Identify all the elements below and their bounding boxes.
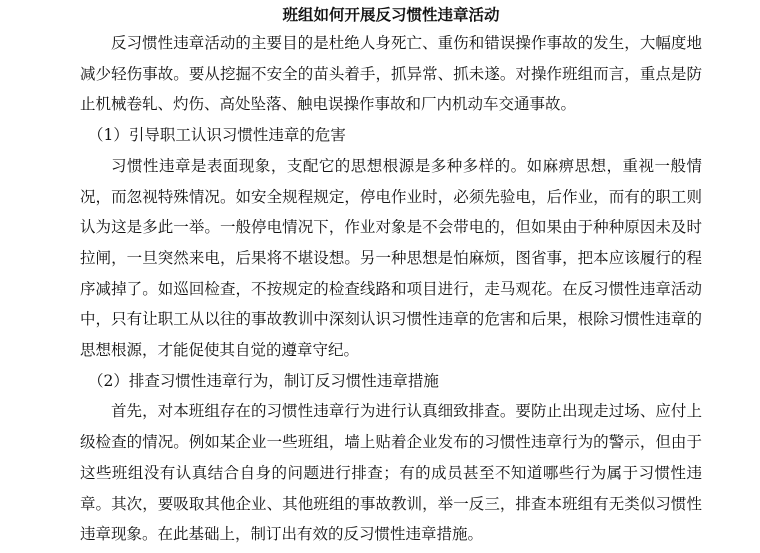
- intro-paragraph: 反习惯性违章活动的主要目的是杜绝人身死亡、重伤和错误操作事故的发生，大幅度地减少轻伤事故。要从挖掘不安全的苗头着手，抓异常、抓未遂。对操作班组而言，重点是防止机械卷轧、灼伤、高处坠落、触电误操作事故和厂内机动车交通事故。: [80, 34, 702, 114]
- section-1-paragraph: 习惯性违章是表面现象，支配它的思想根源是多种多样的。如麻痹思想，重视一般情况，而忽视特殊情况。如安全规程规定，停电作业时，必须先验电，后作业，而有的职工则认为这是多此一举。一般停电情况下，作业对象是不会带电的，但如果由于种种原因未及时拉闸，一旦突然来电，后果将不堪设想。另一种思想是怕麻烦，图省事，把本应该履行的程序减掉了。如巡回检查，不按规定的检查线路和项目进行，走马观花。在反习惯性违章活动中，只有让职工从以往的事故教训中深刻认识习惯性违章的危害和后果，根除习惯性违章的思想根源，才能促使其自觉的遵章守纪。: [80, 156, 702, 360]
- section-1-heading: （1）引导职工认识习惯性违章的危害: [88, 126, 346, 145]
- section-2-heading: （2）排查习惯性违章行为，制订反习惯性违章措施: [88, 371, 439, 390]
- section-2-paragraph: 首先，对本班组存在的习惯性违章行为进行认真细致排查。要防止出现走过场、应付上级检查的情况。例如某企业一些班组，墙上贴着企业发布的习惯性违章行为的警示，但由于这些班组没有认真结合自身的问题进行排查；有的成员甚至不知道哪些行为属于习惯性违章。其次，要吸取其他企业、其他班组的事故教训，举一反三，排查本班组有无类似习惯性违章现象。在此基础上，制订出有效的反习惯性违章措施。: [80, 402, 702, 544]
- document-title: 班组如何开展反习惯性违章活动: [282, 5, 500, 24]
